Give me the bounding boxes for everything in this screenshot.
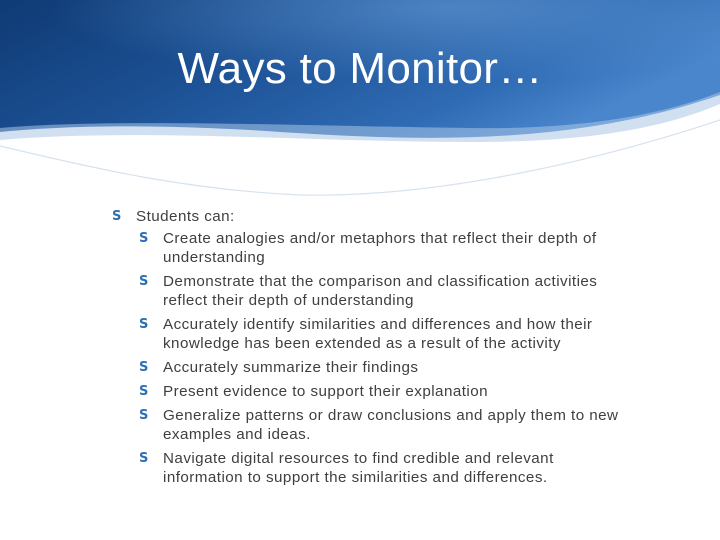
sub-bullet-text: Navigate digital resources to find credible and relevant information to support the similarities and differences. xyxy=(163,450,554,486)
bullet-icon: S xyxy=(139,408,149,423)
sub-bullet xyxy=(112,358,632,377)
sub-bullet-text: Accurately identify similarities and differences and how their knowledge has been extended as a result of the activity xyxy=(163,316,593,352)
sub-bullet xyxy=(112,406,632,444)
sub-bullet xyxy=(112,272,632,310)
bullet-icon: S xyxy=(139,274,149,289)
bullet-icon: S xyxy=(139,451,149,466)
sub-bullet-text: Demonstrate that the comparison and classification activities reflect their depth of understanding xyxy=(163,273,598,309)
sub-bullet-text: Create analogies and/or metaphors that reflect their depth of understanding xyxy=(163,230,597,266)
bullet-icon: S xyxy=(139,231,149,246)
sub-bullet xyxy=(112,229,632,267)
sub-bullet-text: Generalize patterns or draw conclusions and apply them to new examples and ideas. xyxy=(163,407,619,443)
sub-bullet-text: Accurately summarize their findings xyxy=(163,359,419,376)
bullet-icon: S xyxy=(139,317,149,332)
heading-bullet xyxy=(112,206,632,228)
bullet-icon: S xyxy=(139,384,149,399)
bullet-icon: S xyxy=(139,360,149,375)
slide-body xyxy=(112,206,632,492)
sub-bullet xyxy=(112,315,632,353)
slide-title: Ways to Monitor… xyxy=(177,44,543,93)
sub-bullet xyxy=(112,382,632,401)
sub-bullet xyxy=(112,449,632,487)
header-background xyxy=(0,0,720,210)
heading-bullet-text: Students can: xyxy=(136,208,235,225)
sub-bullet-text: Present evidence to support their explanation xyxy=(163,383,489,400)
bullet-icon: S xyxy=(112,209,122,224)
